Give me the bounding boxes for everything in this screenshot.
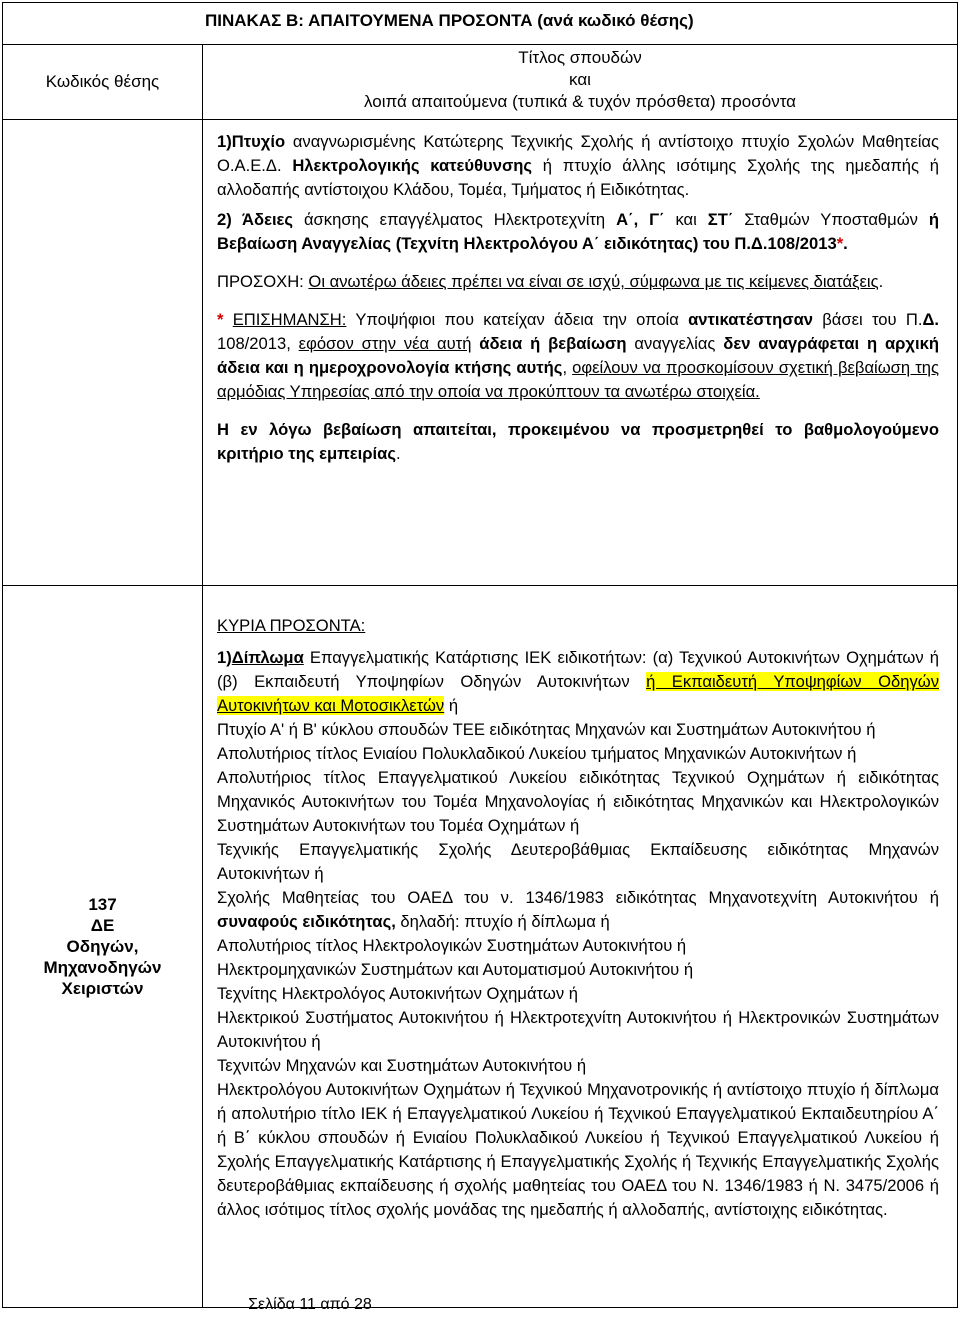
qualification-4: Απολυτήριος τίτλος Επαγγελματικού Λυκείου ειδικότητας Τεχνικού Οχημάτων ή ειδικότητας Μηχανικός Αυτοκινήτων του Τομέα Μηχανολογίας ή ειδικότητας Μηχανικών και Ηλεκτρολογικών Συστημάτων Αυτοκινήτων του Τομέα Οχημάτων ή xyxy=(217,768,940,835)
qualification-7: Απολυτήριος τίτλος Ηλεκτρολογικών Συστημάτων Αυτοκινήτου ή xyxy=(217,936,687,955)
requirements-table xyxy=(2,2,958,1308)
qualification-1: 1)Δίπλωμα Επαγγελματικής Κατάρτισης ΙΕΚ ειδικοτήτων: (α) Τεχνικού Αυτοκινήτων Οχημάτων ή (β) Εκπαιδευτή Υποψηφίων Οδηγών Αυτοκινήτων ή Εκπαιδευτή Υποψηφίων Οδηγών Αυτοκινήτων και Μοτοσικλετών ή xyxy=(217,648,940,715)
position-category: ΔΕ xyxy=(90,916,115,935)
qualification-10: Ηλεκτρικού Συστήματος Αυτοκινήτου ή Ηλεκτροτεχνίτη Αυτοκινήτου ή Ηλεκτρονικών Συστημάτων Αυτοκινήτου ή xyxy=(217,1008,940,1051)
qualification-9: Τεχνίτης Ηλεκτρολόγος Αυτοκινήτων Οχημάτων ή xyxy=(217,984,578,1003)
qualification-3: Απολυτήριος τίτλος Ενιαίου Πολυκλαδικού Λυκείου τμήματος Μηχανικών Αυτοκινήτων ή xyxy=(217,744,857,763)
row2-code-cell xyxy=(3,586,203,1308)
warning-paragraph: ΠΡΟΣΟΧΗ: Οι ανωτέρω άδειες πρέπει να είναι σε ισχύ, σύμφωνα με τις κείμενες διατάξεις. xyxy=(217,272,884,291)
table-title: ΠΙΝΑΚΑΣ Β: ΑΠΑΙΤΟΥΜΕΝΑ ΠΡΟΣΟΝΤΑ (ανά κωδικό θέσης) xyxy=(3,3,958,45)
position-name-line1: Οδηγών, xyxy=(66,937,139,956)
header-code-column: Κωδικός θέσης xyxy=(3,45,203,120)
row2-requirements xyxy=(203,586,958,1308)
header-title-column xyxy=(203,45,958,120)
qualification-5: Τεχνικής Επαγγελματικής Σχολής Δευτεροβάθμιας Εκπαίδευσης ειδικότητας Μηχανών Αυτοκινήτων ή xyxy=(217,840,940,883)
qualification-8: Ηλεκτρομηχανικών Συστημάτων και Αυτοματισμού Αυτοκινήτου ή xyxy=(217,960,694,979)
header-title-line1: Τίτλος σπουδών xyxy=(518,48,642,67)
req-paragraph-2: 2) Άδειες άσκησης επαγγέλματος Ηλεκτροτεχνίτη Α΄, Γ΄ και ΣΤ΄ Σταθμών Υποσταθμών ή Βεβαίωση Αναγγελίας (Τεχνίτη Ηλεκτρολόγου Α΄ ειδικότητας) του Π.Δ.108/2013*. xyxy=(217,210,939,253)
row1-code-cell xyxy=(3,120,203,586)
qualification-11: Τεχνιτών Μηχανών και Συστημάτων Αυτοκινήτου ή xyxy=(217,1056,587,1075)
header-title-line3: λοιπά απαιτούμενα (τυπικά & τυχόν πρόσθετα) προσόντα xyxy=(364,92,796,111)
req-paragraph-1: 1)Πτυχίο αναγνωρισμένης Κατώτερης Τεχνικής Σχολής ή αντίστοιχο πτυχίο Σχολών Μαθητείας Ο.Α.Ε.Δ. Ηλεκτρολογικής κατεύθυνσης ή πτυχίο άλλης ισότιμης Σχολής της ημεδαπής ή αλλοδαπής αντίστοιχου Κλάδου, Τομέα, Τμήματος ή Ειδικότητας. xyxy=(217,132,940,199)
row1-requirements xyxy=(203,120,958,586)
qualification-12: Ηλεκτρολόγου Αυτοκινήτων Οχημάτων ή Τεχνικού Μηχανοτρονικής ή αντίστοιχο πτυχίο ή δίπλωμα ή απολυτήριο τίτλο ΙΕΚ ή Επαγγελματικού Λυκείου ή Τεχνικού Επαγγελματικού Εκπαιδευτηρίου Α΄ ή Β΄ κύκλου σπουδών ή Ενιαίου Πολυκλαδικού Λυκείου ή Τεχνικού Επαγγελματικού Λυκείου ή Σχολής Επαγγελματικής Κατάρτισης ή Επαγγελματικής Σχολής ή Τεχνικής Επαγγελματικής Σχολής δευτεροβάθμιας εκπαίδευσης ή σχολής μαθητείας του ΟΑΕΔ του Ν. 1346/1983 ή Ν. 3475/2006 ή άλλος ισότιμος τίτλος σχολής μονάδας της ημεδαπής ή αλλοδαπής, αντίστοιχης ειδικότητας. xyxy=(217,1080,940,1219)
qualification-6: Σχολής Μαθητείας του ΟΑΕΔ του ν. 1346/1983 ειδικότητας Μηχανοτεχνίτη Αυτοκινήτου ή συναφούς ειδικότητας, δηλαδή: πτυχίο ή δίπλωμα ή xyxy=(217,888,940,931)
notice-paragraph: * ΕΠΙΣΗΜΑΝΣΗ: Υποψήφιοι που κατείχαν άδεια την οποία αντικατέστησαν βάσει του Π.Δ. 108/2013, εφόσον στην νέα αυτή άδεια ή βεβαίωση αναγγελίας δεν αναγράφεται η αρχική άδεια και η ημεροχρονολογία κτήσης αυτής, οφείλουν να προσκομίσουν σχετική βεβαίωση της αρμόδιας Υπηρεσίας από την οποία να προκύπτουν τα ανωτέρω στοιχεία. xyxy=(217,310,940,401)
header-title-line2: και xyxy=(569,70,591,89)
main-qualifications-heading: ΚΥΡΙΑ ΠΡΟΣΟΝΤΑ: xyxy=(217,616,366,635)
certificate-paragraph: Η εν λόγω βεβαίωση απαιτείται, προκειμένου να προσμετρηθεί το βαθμολογούμενο κριτήριο της εμπειρίας. xyxy=(217,420,940,463)
position-code: 137 xyxy=(88,895,117,914)
page-number: Σελίδα 11 από 28 xyxy=(248,1296,372,1313)
position-name-line3: Χειριστών xyxy=(61,979,144,998)
qualification-2: Πτυχίο Α' ή Β' κύκλου σπουδών ΤΕΕ ειδικότητας Μηχανών και Συστημάτων Αυτοκινήτου ή xyxy=(217,720,876,739)
position-name-line2: Μηχανοδηγών xyxy=(43,958,162,977)
page-footer xyxy=(0,1296,960,1314)
